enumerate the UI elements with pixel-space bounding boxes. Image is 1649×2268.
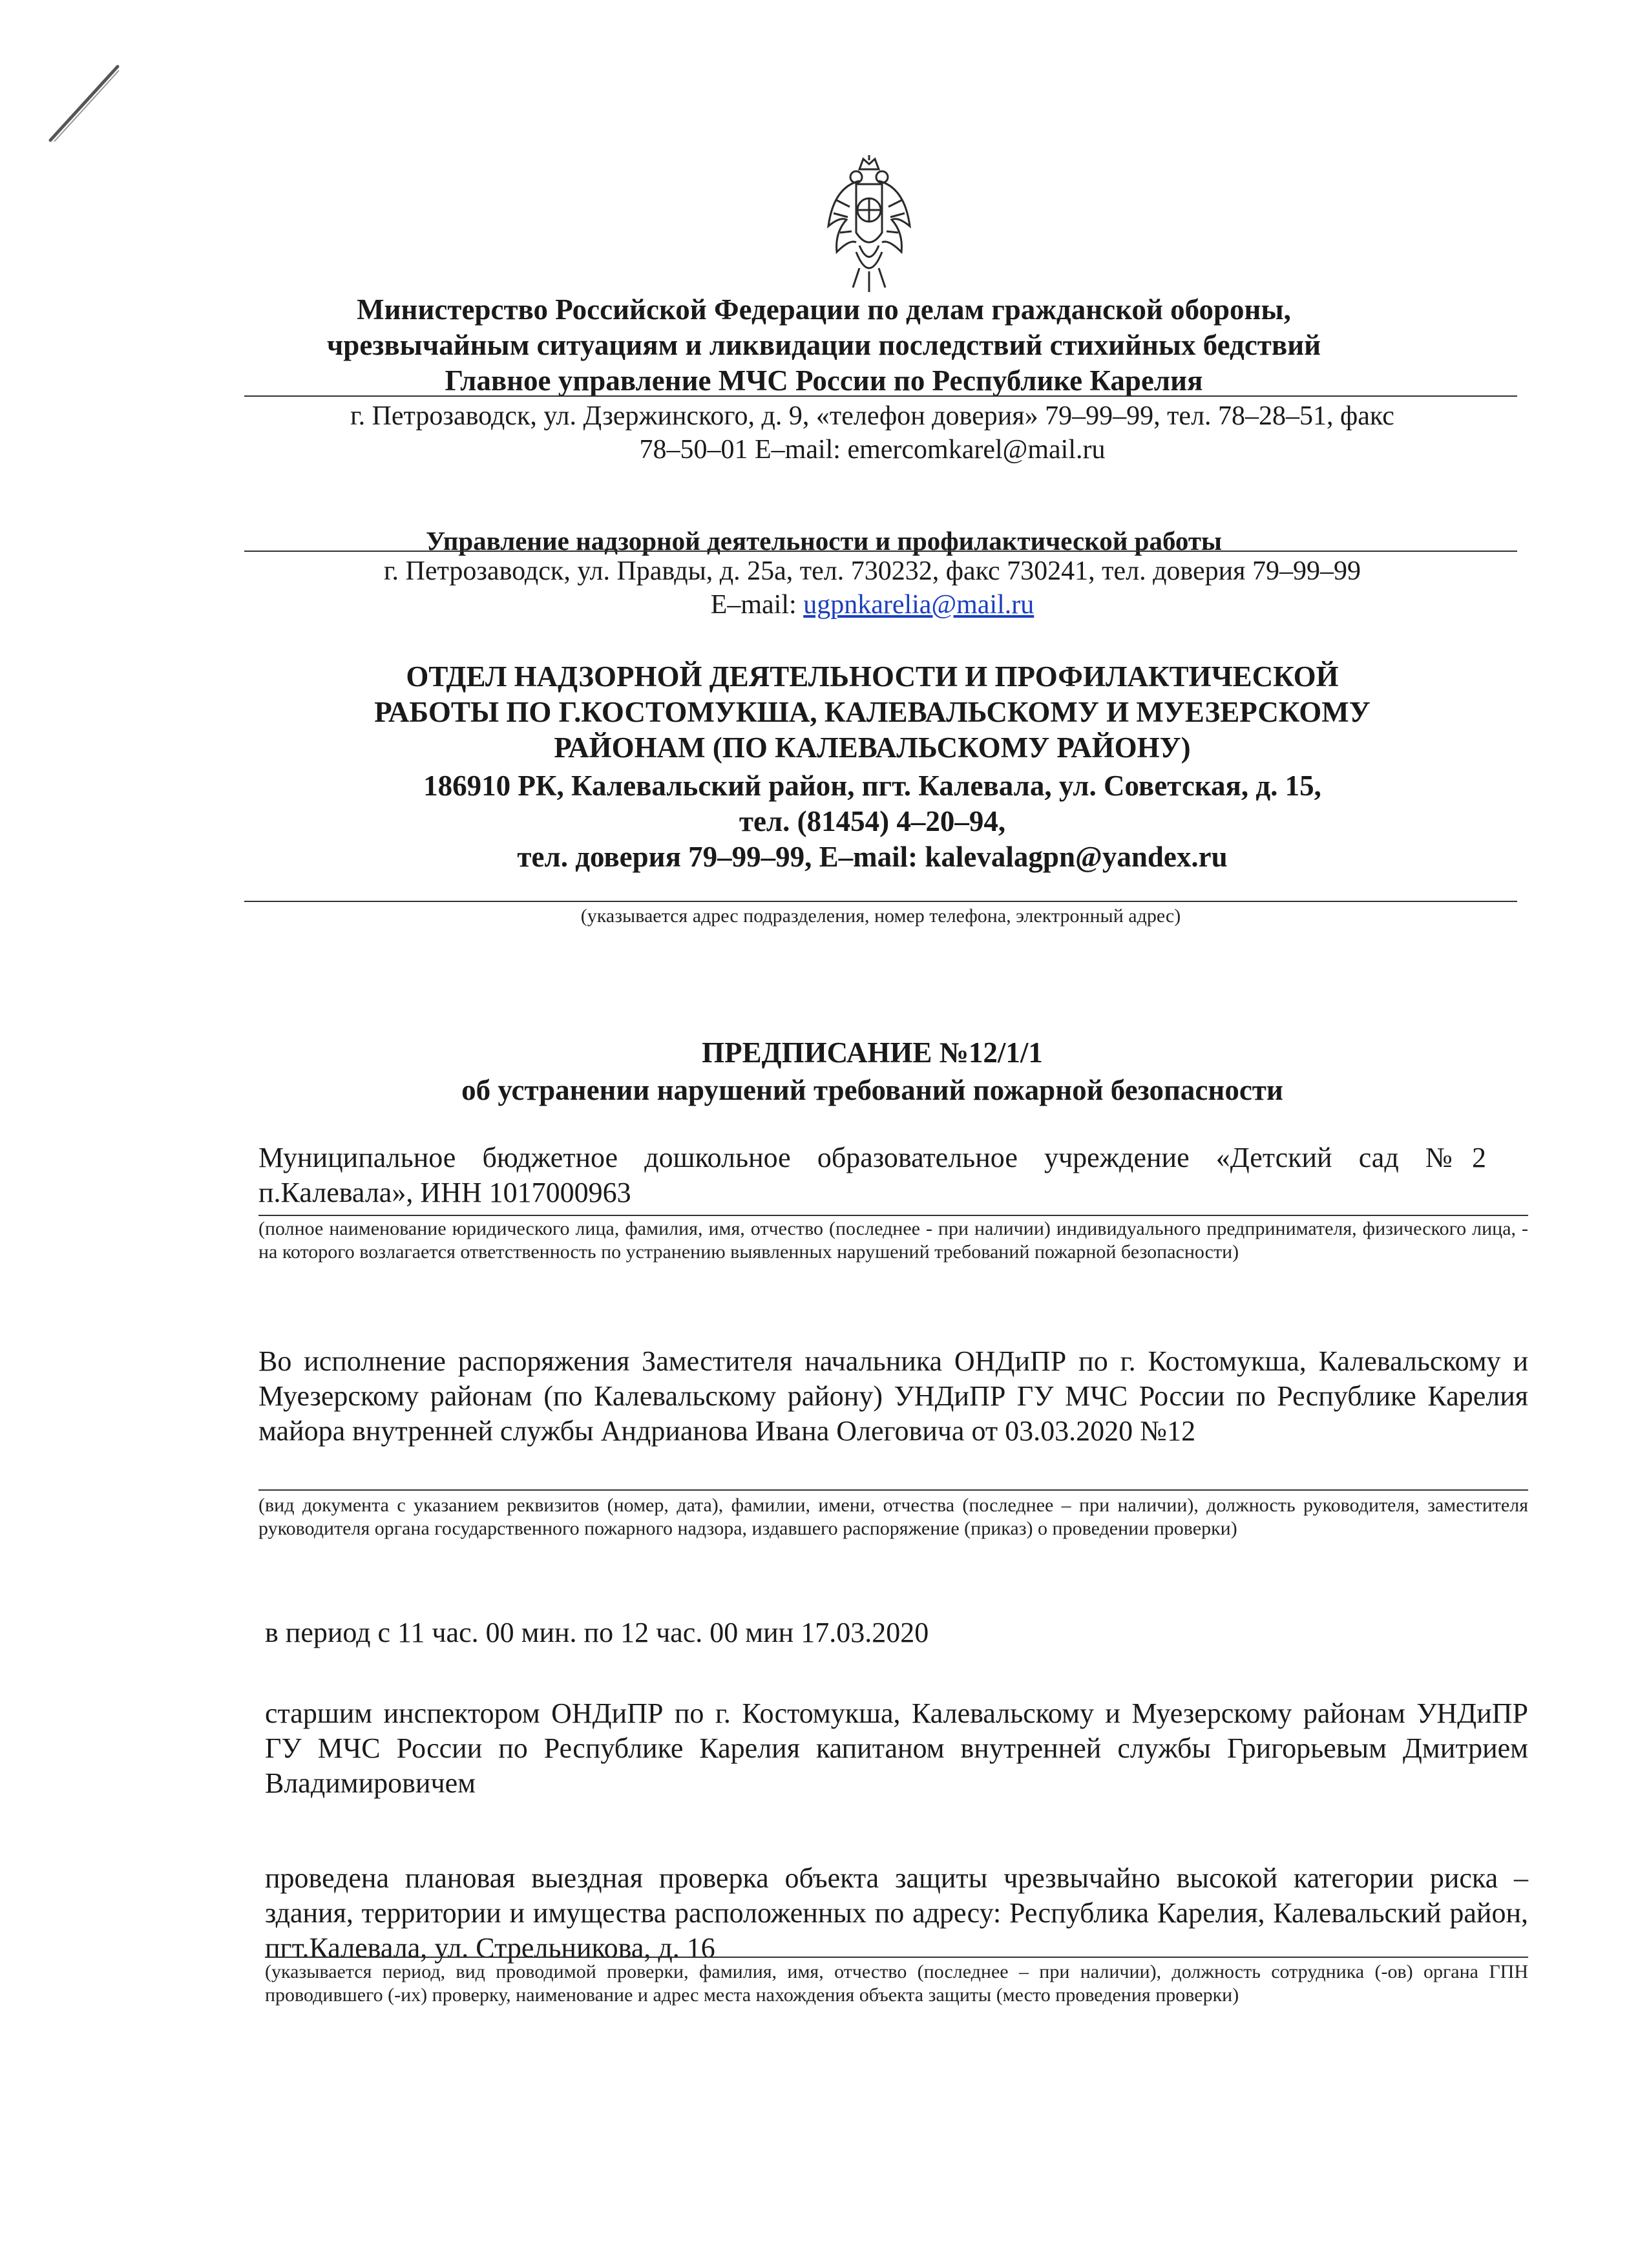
basis-text: Во исполнение распоряжения Заместителя начальника ОНДиПР по г. Костомукша, Калевальскому и Муезерскому районам (по Калевальскому району) УНДиПР ГУ МЧС России по Республике Карелия майора внутренней службы Андрианова Ивана Олеговича от 03.03.2020 №12	[258, 1345, 1528, 1447]
inspection-inspector: старшим инспектором ОНДиПР по г. Костомукша, Калевальскому и Муезерскому районам УНДиПР ГУ МЧС России по Республике Карелия капитаном внутренней службы Григорьевым Дмитрием Владимировичем	[265, 1697, 1528, 1799]
directorate-email-line	[233, 588, 1512, 622]
inspection-divider	[265, 1957, 1528, 1958]
ministry-address-line1: г. Петрозаводск, ул. Дзержинского, д. 9, «телефон доверия» 79–99–99, тел. 78–28–51, факс	[350, 401, 1394, 431]
department-phone: тел. (81454) 4–20–94,	[739, 805, 1006, 837]
pen-mark-icon	[45, 61, 123, 145]
department-address: 186910 РК, Калевальский район, пгт. Калевала, ул. Советская, д. 15,	[423, 770, 1321, 802]
ministry-name-line3: Главное управление МЧС России по Республике Карелия	[445, 364, 1203, 397]
inspection-caption: (указывается период, вид проводимой проверки, фамилия, имя, отчество (последнее – при наличии), должность сотрудника (-ов) органа ГПН проводившего (-их) проверку, наименование и адрес места нахождения объекта защиты (место проведения проверки)	[265, 1961, 1528, 2006]
order-subtitle: об устранении нарушений требований пожарной безопасности	[461, 1074, 1283, 1106]
order-title: ПРЕДПИСАНИЕ №12/1/1	[702, 1036, 1043, 1069]
recipient-caption: (полное наименование юридического лица, фамилия, имя, отчество (последнее - при наличии) индивидуального предпринимателя, физического лица, - на которого возлагается ответственность по устранению выявленных нарушений требований пожарной безопасности)	[258, 1218, 1528, 1263]
department-hotline: тел. доверия 79–99–99, E–mail: kalevalagpn@yandex.ru	[517, 841, 1228, 873]
directorate-address: г. Петрозаводск, ул. Правды, д. 25а, тел. 730232, факс 730241, тел. доверия 79–99–99	[384, 556, 1361, 586]
recipient-text: Муниципальное бюджетное дошкольное образовательное учреждение «Детский сад №2 п.Калевала», ИНН 1017000963	[258, 1142, 1486, 1208]
department-name-line2: РАБОТЫ ПО Г.КОСТОМУКША, КАЛЕВАЛЬСКОМУ И МУЕЗЕРСКОМУ	[374, 696, 1371, 728]
inspection-result: проведена плановая выездная проверка объекта защиты чрезвычайно высокой категории риска – здания, территории и имущества расположенных по адресу: Республика Карелия, Калевальский район, пгт.Калевала, ул. Стрельникова, д. 16	[265, 1862, 1528, 1964]
department-name-line1: ОТДЕЛ НАДЗОРНОЙ ДЕЯТЕЛЬНОСТИ И ПРОФИЛАКТИЧЕСКОЙ	[406, 660, 1339, 693]
recipient-divider	[258, 1215, 1528, 1216]
ministry-name-line1: Министерство Российской Федерации по делам гражданской обороны,	[357, 293, 1291, 326]
ministry-name-line2: чрезвычайным ситуациям и ликвидации последствий стихийных бедствий	[326, 329, 1321, 361]
ministry-address-line2: 78–50–01 E–mail: emercomkarel@mail.ru	[639, 435, 1106, 465]
department-divider	[244, 901, 1517, 902]
directorate-title: Управление надзорной деятельности и профилактической работы	[425, 526, 1223, 556]
basis-caption: (вид документа с указанием реквизитов (номер, дата), фамилии, имени, отчества (последнее – при наличии), должность руководителя, заместителя руководителя органа государственного пожарного надзора, издавшего распоряжение (приказ) о проведении проверки)	[258, 1495, 1528, 1539]
header-divider	[244, 395, 1517, 397]
directorate-email-link[interactable]: ugpnkarelia@mail.ru	[803, 590, 1035, 620]
directorate-email-prefix: E–mail:	[710, 590, 804, 620]
inspection-period: в период с 11 час. 00 мин. по 12 час. 00 мин 17.03.2020	[265, 1617, 929, 1648]
emercom-emblem-icon	[821, 155, 918, 294]
directorate-divider	[244, 551, 1517, 552]
department-caption: (указывается адрес подразделения, номер телефона, электронный адрес)	[580, 905, 1181, 927]
basis-divider	[258, 1489, 1528, 1491]
department-name-line3: РАЙОНАМ (ПО КАЛЕВАЛЬСКОМУ РАЙОНУ)	[554, 731, 1191, 764]
